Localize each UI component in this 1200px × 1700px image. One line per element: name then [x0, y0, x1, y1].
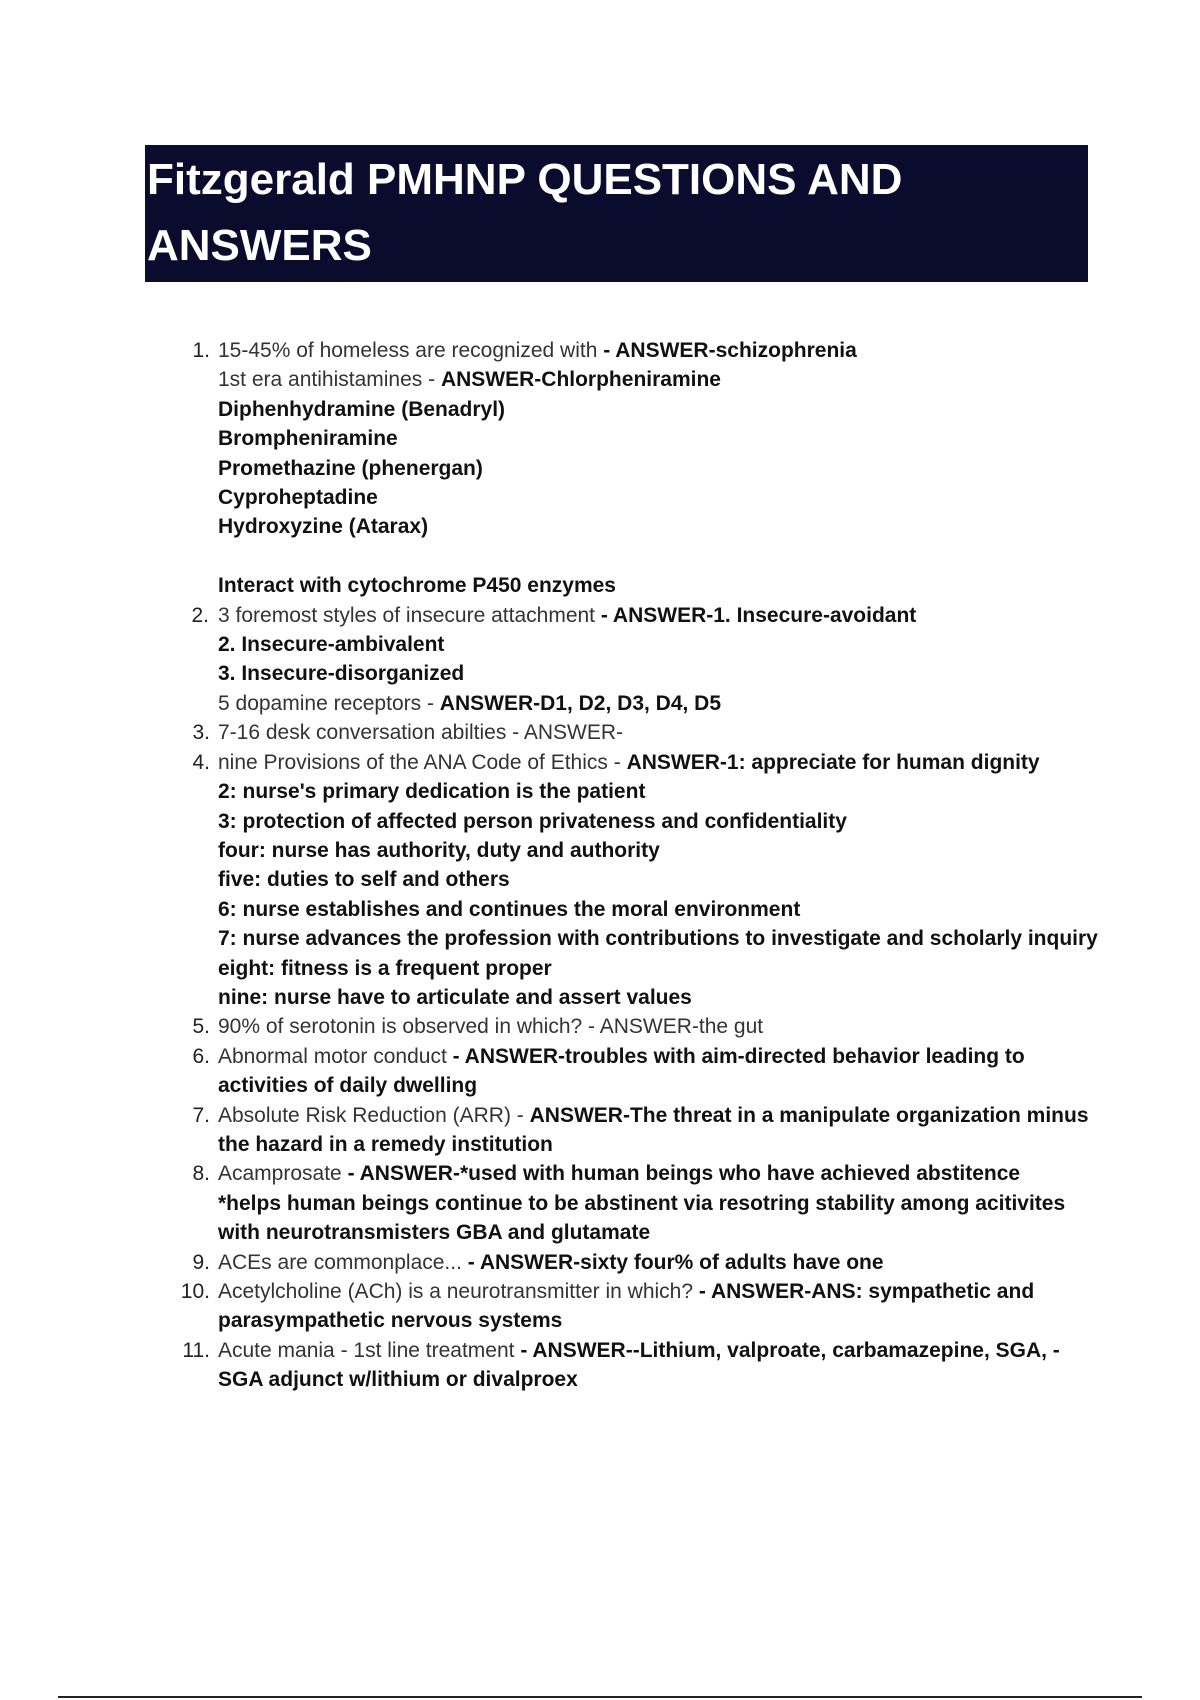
answer-text: ANSWER- [523, 721, 624, 745]
item-number: 8. [192, 1162, 210, 1186]
answer-separator: - [582, 1015, 600, 1039]
qa-item [180, 1012, 1100, 1041]
question-text: nine Provisions of the ANA Code of Ethics [218, 750, 608, 774]
question-text: Acetylcholine (ACh) is a neurotransmitter in which? [218, 1280, 694, 1303]
answer-separator: - [693, 1280, 711, 1303]
question-text: 7-16 desk conversation abilties [218, 721, 507, 745]
qa-item [180, 748, 1100, 1013]
item-number: 4. [192, 750, 210, 774]
qa-item [180, 1101, 1100, 1160]
answer-text: ANSWER-D1, D2, D3, D4, D5 [439, 691, 722, 715]
item-number: 7. [192, 1103, 210, 1127]
qa-item [180, 1248, 1100, 1277]
answer-separator: - [597, 339, 616, 362]
answer-text: ANSWER-sixty four% of adults have one [479, 1250, 884, 1274]
item-number: 6. [192, 1044, 210, 1068]
qa-item [180, 1042, 1100, 1101]
question-text: 90% of serotonin is observed in which? [218, 1015, 583, 1039]
answer-text: ANSWER-1. Insecure-avoidant 2. Insecure-ambivalent 3. Insecure-disorganized [218, 603, 917, 686]
question-text: Acute mania - 1st line treatment [218, 1338, 515, 1362]
qa-item [180, 336, 1100, 601]
answer-text: ANSWER-*used with human beings who have achieved abstitence *helps human beings continue to be abstinent via resotring stability among acitivites with neurotransmisters GBA and glutamate [218, 1162, 1066, 1245]
answer-separator: - [461, 1250, 480, 1274]
answer-text: ANSWER-the gut [599, 1015, 764, 1039]
answer-text: ANSWER-1: appreciate for human dignity 2: nurse's primary dedication is the patient 3: protection of affected person privateness and confidentiality four: nurse has authority, duty and authority five: duties to self and others 6: nurse establishes and continues the moral environment 7: nurse advances the profession with contributions to investigate and scholarly inquiry eight: fitness is a frequent proper nine: nurse have to articulate and assert values [218, 750, 1098, 1009]
answer-separator: - [422, 368, 441, 392]
qa-item [180, 1277, 1100, 1336]
question-text: Abnormal motor conduct [218, 1044, 447, 1068]
qa-item [180, 601, 1100, 719]
question-text: 1st era antihistamines [218, 368, 423, 392]
answer-text: ANSWER-ANS: sympathetic and parasympathetic nervous systems [218, 1280, 1035, 1333]
document-title-banner [145, 145, 1088, 282]
qa-item [180, 1159, 1100, 1247]
question-text: 15-45% of homeless are recognized with [218, 339, 598, 362]
item-number: 1. [192, 339, 210, 362]
sub-question [218, 689, 1100, 718]
answer-text: ANSWER-The threat in a manipulate organization minus the hazard in a remedy institution [218, 1103, 1089, 1156]
answer-text: ANSWER-Chlorpheniramine Diphenhydramine (Benadryl) Brompheniramine Promethazine (phenergan) Cyproheptadine Hydroxyzine (Atarax) Interact with cytochrome P450 enzymes [218, 368, 721, 598]
answer-text: ANSWER-schizophrenia [615, 339, 857, 362]
answer-separator: - [595, 603, 613, 627]
footer-divider [58, 1696, 1142, 1698]
item-number: 3. [192, 721, 210, 745]
question-text: ACEs are commonplace... [218, 1250, 462, 1274]
answer-separator: - [421, 691, 440, 715]
question-text: Absolute Risk Reduction (ARR) [218, 1103, 511, 1127]
question-text: Acamprosate [218, 1162, 342, 1186]
qa-item [180, 1336, 1100, 1395]
qa-list [180, 336, 1100, 1395]
question-text: 5 dopamine receptors [218, 691, 422, 715]
item-number: 11. [182, 1338, 210, 1362]
item-number: 10. [180, 1280, 210, 1303]
sub-question [218, 365, 1100, 600]
item-number: 5. [192, 1015, 210, 1039]
answer-separator: - [506, 721, 524, 745]
answer-separator: - [510, 1103, 530, 1127]
document-title: Fitzgerald PMHNP QUESTIONS AND ANSWERS [147, 155, 903, 270]
item-number: 9. [192, 1250, 210, 1274]
answer-separator: - [341, 1162, 360, 1186]
answer-separator: - [446, 1044, 465, 1068]
answer-separator: - [607, 750, 627, 774]
qa-item [180, 718, 1100, 747]
answer-text: ANSWER--Lithium, valproate, carbamazepine, SGA, -SGA adjunct w/lithium or divalproex [218, 1338, 1060, 1392]
answer-text: ANSWER-troubles with aim-directed behavior leading to activities of daily dwelling [218, 1044, 1025, 1098]
question-text: 3 foremost styles of insecure attachment [218, 603, 596, 627]
answer-separator: - [514, 1338, 533, 1362]
item-number: 2. [191, 603, 209, 627]
